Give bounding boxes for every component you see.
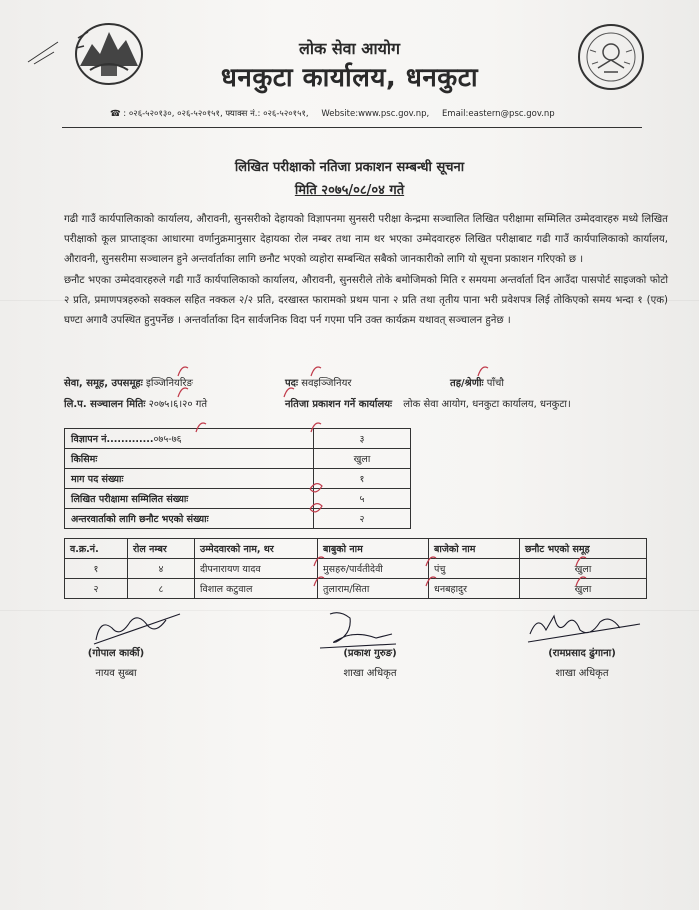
info-label: माग पद संख्याः — [65, 469, 314, 489]
contact-line — [110, 108, 565, 119]
signatory-name: (गोपाल कार्की) — [87, 648, 145, 659]
signatory-name: (प्रकाश गुरुङ) — [343, 648, 397, 659]
father-cell: तुलाराम/सिता — [318, 579, 429, 599]
column-header: रोल नम्बर — [128, 539, 195, 559]
level-field: तह/श्रेणीः पाँचौ — [450, 378, 504, 389]
info-value: २ — [314, 509, 411, 529]
info-label: लिखित परीक्षामा सम्मिलित संख्याः — [65, 489, 314, 509]
serial-cell: १ — [65, 559, 128, 579]
info-value: ५ — [314, 489, 411, 509]
signature-block — [512, 645, 652, 679]
column-header: उम्मेदवारको नाम, थर — [195, 539, 318, 559]
column-header: बाबुको नाम — [318, 539, 429, 559]
notice-date: मिति २०७५/०८/०४ गते — [294, 183, 405, 198]
signature-block — [66, 645, 166, 679]
roll-cell: ४ — [128, 559, 195, 579]
signatory-designation: शाखा अधिकृत — [555, 668, 609, 679]
group-cell: खुला — [520, 579, 647, 599]
info-label: विज्ञापन नं.............०७५-७६ — [65, 429, 314, 449]
signatory-designation: नायव सुब्बा — [95, 668, 137, 679]
pen-tick-marks-icon — [176, 362, 696, 612]
exam-date-field: लि.प. सञ्चालन मितिः २०७५।६।२० गते — [64, 399, 208, 410]
name-cell: विशाल कटुवाल — [195, 579, 318, 599]
info-label: किसिमः — [65, 449, 314, 469]
result-office-field: नतिजा प्रकाशन गर्ने कार्यालयः लोक सेवा आयोग, धनकुटा कार्यालय, धनकुटा। — [285, 399, 571, 410]
name-cell: दीपनारायण यादव — [195, 559, 318, 579]
notice-paragraph-2: छनौट भएका उम्मेदवारहरुले गढी गाउँ कार्यपालिकाको कार्यालय, औरावनी, सुनसरीले तोके बमोजिमको मिति र समयमा अन्तर्वार्ता दिन आउँदा पासपोर्ट साइजको फोटो २ प्रति, प्रमाणपत्रहरुको सक्कल सहित नक्कल २/२ प्रति, दरखास्त फारामको प्रथम पाना २ प्रति तथा तृतीय पाना भरी प्रवेशपत्र लिई तोकिएको समय भन्दा १ (एक) घण्टा अगावै उपस्थित हुनुपर्नेछ । अन्तर्वार्ताका दिन सार्वजनिक विदा पर्न गएमा पनि उक्त कार्यक्रम यथावत् सञ्चालन हुनेछ । — [64, 274, 668, 327]
roll-cell: ८ — [128, 579, 195, 599]
serial-cell: २ — [65, 579, 128, 599]
info-value: खुला — [314, 449, 411, 469]
signature-block — [310, 645, 430, 679]
info-label: अन्तरवार्ताको लागि छनौट भएको संख्याः — [65, 509, 314, 529]
signatory-name: (रामप्रसाद ढुंगाना) — [548, 648, 616, 659]
group-cell: खुला — [520, 559, 647, 579]
post-field: पदः सवइञ्जिनियर — [285, 378, 352, 389]
grandfather-cell: धनबहादुर — [429, 579, 520, 599]
notice-body — [64, 210, 668, 331]
header-divider — [62, 127, 642, 128]
notice-title: लिखित परीक्षाको नतिजा प्रकाशन सम्बन्धी सूचना — [234, 160, 465, 175]
phone-fax-text: ☎ : ०२६-५२०१३०, ०२६-५२०१५१, फ्याक्स नं.: ०२६-५२०१५१, — [110, 109, 309, 119]
website-link[interactable]: Website:www.psc.gov.np, — [321, 109, 430, 119]
column-header: बाजेको नाम — [429, 539, 520, 559]
info-value: १ — [314, 469, 411, 489]
column-header: व.क्र.नं. — [65, 539, 128, 559]
office-name: धनकुटा कार्यालय, धनकुटा — [220, 63, 479, 93]
notice-paragraph-1: गढी गाउँ कार्यपालिकाको कार्यालय, औरावनी, सुनसरीको देहायको विज्ञापनमा सुनसरी परीक्षा केन्द्रमा सञ्चालित लिखित परीक्षामा सम्मिलित उम्मेदवारहरु मध्ये लिखित परीक्षाको कूल प्राप्ताङ्‌का आधारमा वर्णानुक्रमानुसार देहायका रोल नम्बर तथा नाम थर भएका उम्मेदवारहरु लिखित परीक्षाबाट गढी गाउँ कार्यपालिकाको कार्यालय, औरावनी, सुनसरीमा सञ्चालन हुने अन्तर्वार्ताका लागि छनौट भएको व्यहोरा सम्बन्धित सबैको जानकारीको लागि यो सूचना प्रकाशन गरिएको छ । — [64, 214, 668, 266]
signatory-designation: शाखा अधिकृत — [343, 668, 397, 679]
grandfather-cell: पंचु — [429, 559, 520, 579]
service-group-field: सेवा, समूह, उपसमूहः इञ्जिनियरिङ — [64, 378, 193, 389]
father-cell: मुसहरु/पार्वतीदेवी — [318, 559, 429, 579]
email-link[interactable]: Email:eastern@psc.gov.np — [441, 109, 555, 119]
organization-name: लोक सेवा आयोग — [298, 39, 401, 58]
info-value: ३ — [314, 429, 411, 449]
column-header: छनौट भएको समूह — [520, 539, 647, 559]
